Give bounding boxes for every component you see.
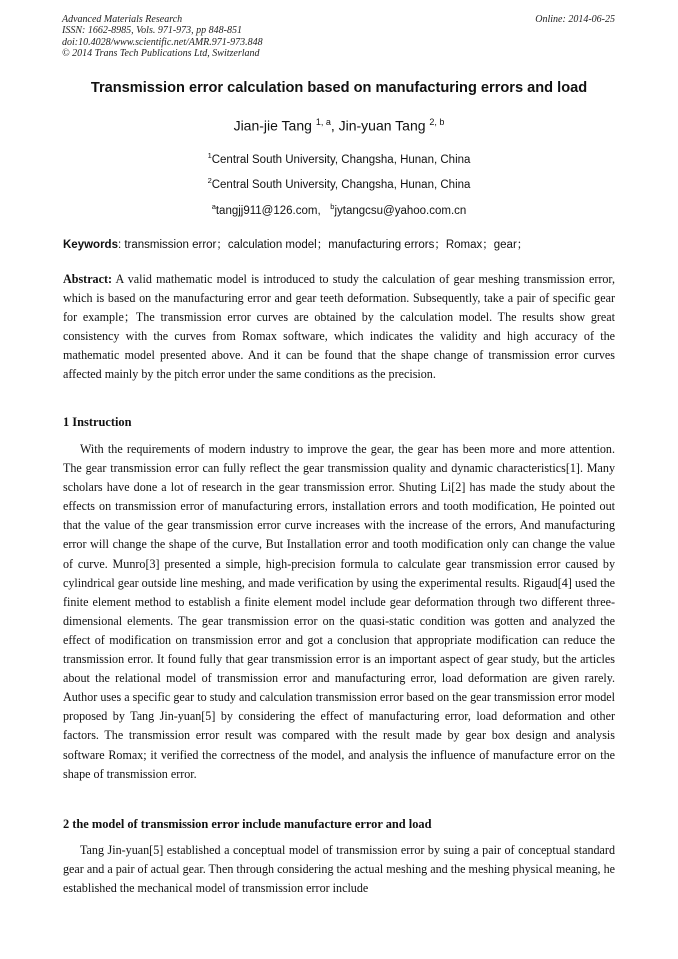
affiliation-1-text: Central South University, Changsha, Hunan, China	[211, 153, 471, 166]
author-1-affil: 1, a	[315, 117, 331, 127]
section-2-paragraph: Tang Jin-yuan[5] established a conceptual model of transmission error by suing a pair of conceptual standard gear and a pair of actual gear. Then through considering the actual meshing and the meshing physical meaning, he established the mechanical model of transmission error include	[63, 843, 615, 896]
affiliation-2	[40, 176, 638, 191]
section-1-paragraph: With the requirements of modern industry to improve the gear, the gear has been more and more attention. The gear transmission error can fully reflect the gear transmission quality and dynamic characteristics[1]. Many scholars have done a lot of research in the gear transmission error. Shuting Li[2] has made the study about the effects on transmission error of manufacturing errors, installation errors and tooth modification, He pointed out that the value of the gear transmission error curve increases with the increase of the errors, And manufacturing error will change the shape of the curve, But Installation error and tooth modification only can change the value of curve. Munro[3] presented a simple, high-precision formula to calculate gear transmission error caused by cylindrical gear outside line meshing, and made verification by using the experimental results. Rigaud[4] used the finite element method to establish a finite element model include gear deformation through two different three-dimensional elements. The gear transmission error on the quasi-static condition was gotten and analyzed the effect of modification on transmission error and got a conclusion that appropriate modification can reduce the transmission error. It found fully that gear transmission error is an important aspect of gear study, but the articles about the relational model of transmission error and manufacturing error, load deformation are given rarely. Author uses a specific gear to study and calculation transmission error based on the gear transmission error model proposed by Tang Jin-yuan[5] by considering the effect of manufacturing error, load deformation and other factors. The transmission error result was compared with the result made by gear box design and analysis software Romax; it verified the correctness of the model, and analysis the influence of manufacture error on the shape of transmission error.	[63, 442, 615, 781]
issn-line: ISSN: 1662-8985, Vols. 971-973, pp 848-851	[62, 25, 242, 37]
email-2-marker: b	[330, 202, 335, 211]
keywords-text: : transmission error；calculation model；manufacturing errors；Romax；gear；	[117, 239, 529, 251]
copyright-line: © 2014 Trans Tech Publications Ltd, Switzerland	[62, 47, 260, 59]
journal-header	[62, 14, 263, 59]
author-separator: ,	[330, 117, 339, 134]
author-line	[40, 117, 638, 134]
affiliation-2-marker: 2	[207, 176, 212, 185]
affiliation-1-marker: 1	[207, 151, 212, 160]
abstract-text: A valid mathematic model is introduced to study the calculation of gear meshing transmission error, which is based on the manufacturing error and gear teeth deformation. Subsequently, take a pair of specific gear for example；The transmission error curves are obtained by the calculation model. The results show great consistency with the curves from Romax software, which indicates the validity and high accuracy of the mathematic model presented above. And it can be found that the shape change of transmission error curves affected mainly by the pitch error under the same conditions as the precision.	[63, 272, 615, 382]
section-1-heading: 1 Instruction	[63, 415, 132, 429]
email-1-marker: a	[211, 202, 216, 211]
author-2-affil: 2, b	[429, 117, 445, 127]
paper-title: Transmission error calculation based on manufacturing errors and load	[90, 80, 588, 96]
journal-name: Advanced Materials Research	[62, 14, 183, 25]
keywords-label: Keywords	[63, 239, 118, 251]
email-line	[40, 202, 638, 217]
keywords	[63, 236, 615, 252]
affiliation-2-text: Central South University, Changsha, Hunan, China	[211, 178, 471, 191]
email-2: jytangcsu@yahoo.com.cn	[334, 204, 467, 217]
abstract-label: Abstract:	[63, 272, 113, 286]
section-2-heading: 2 the model of transmission error include manufacture error and load	[63, 817, 432, 831]
author-2: Jin-yuan Tang	[338, 117, 426, 134]
abstract	[63, 270, 615, 385]
author-1: Jian-jie Tang	[233, 117, 312, 134]
doi-line: doi:10.4028/www.scientific.net/AMR.971-973.848	[62, 36, 263, 48]
online-date: Online: 2014-06-25	[535, 14, 615, 25]
email-1: tangjj911@126.com,	[215, 204, 321, 217]
affiliation-1	[40, 151, 638, 166]
